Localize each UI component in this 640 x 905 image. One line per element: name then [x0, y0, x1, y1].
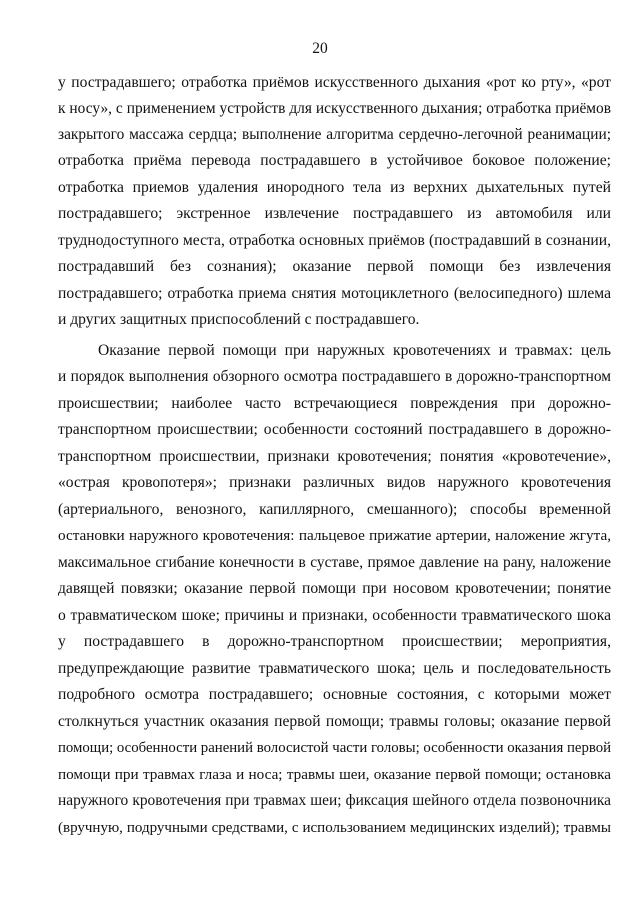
text-line: «острая кровопотеря»; признаки различных видов наружного кровотечения — [58, 474, 611, 491]
text-line: к носу», с применением устройств для искусственного дыхания; отработка приёмов — [58, 100, 611, 117]
text-line: давящей повязки; оказание первой помощи при носовом кровотечении; понятие — [58, 580, 611, 597]
text-line: транспортном происшествии, признаки кровотечения; понятия «кровотечение», — [58, 448, 611, 465]
text-line: транспортном происшествии; особенности состояний пострадавшего в дорожно- — [58, 421, 611, 438]
text-line: помощи при травмах глаза и носа; травмы шеи, оказание первой помощи; остановка — [58, 766, 611, 783]
text-line: остановки наружного кровотечения: пальцевое прижатие артерии, наложение жгута, — [58, 527, 611, 544]
text-line: отработка приемов удаления инородного тела из верхних дыхательных путей — [58, 179, 611, 196]
text-line: максимальное сгибание конечности в суставе, прямое давление на рану, наложение — [58, 554, 611, 571]
page-number: 20 — [312, 40, 328, 57]
text-line: (артериального, венозного, капиллярного, смешанного); способы временной — [58, 501, 611, 518]
text-line: предупреждающие развитие травматического шока; цель и последовательность — [58, 660, 611, 677]
text-line: закрытого массажа сердца; выполнение алгоритма сердечно-легочной реанимации; — [58, 126, 611, 143]
text-line: и других защитных приспособлений с пострадавшего. — [58, 311, 420, 328]
text-line: и порядок выполнения обзорного осмотра пострадавшего в дорожно-транспортном — [58, 368, 611, 385]
text-line: происшествии; наиболее часто встречающиеся повреждения при дорожно- — [58, 395, 611, 412]
text-line: о травматическом шоке; причины и признаки, особенности травматического шока — [58, 607, 611, 624]
text-line: столкнуться участник оказания первой помощи; травмы головы; оказание первой — [58, 713, 611, 730]
text-line: труднодоступного места, отработка основных приёмов (пострадавший в сознании, — [58, 232, 611, 249]
text-line: подробного осмотра пострадавшего; основные состояния, с которыми может — [58, 686, 611, 703]
text-line: Оказание первой помощи при наружных кровотечениях и травмах: цель — [98, 342, 611, 359]
text-line: пострадавшего; отработка приема снятия мотоциклетного (велосипедного) шлема — [58, 285, 611, 302]
text-line: отработка приёма перевода пострадавшего в устойчивое боковое положение; — [58, 152, 611, 169]
text-line: помощи; особенности ранений волосистой части головы; особенности оказания первой — [58, 740, 611, 756]
text-line: (вручную, подручными средствами, с использованием медицинских изделий); травмы — [58, 820, 611, 836]
text-line: пострадавший без сознания); оказание первой помощи без извлечения — [58, 258, 611, 275]
text-line: пострадавшего; экстренное извлечение пострадавшего из автомобиля или — [58, 205, 611, 222]
text-line: наружного кровотечения при травмах шеи; фиксация шейного отдела позвоночника — [58, 792, 611, 809]
text-line: у пострадавшего; отработка приёмов искусственного дыхания «рот ко рту», «рот — [58, 74, 611, 91]
text-line: у пострадавшего в дорожно-транспортном происшествии; мероприятия, — [58, 633, 611, 650]
